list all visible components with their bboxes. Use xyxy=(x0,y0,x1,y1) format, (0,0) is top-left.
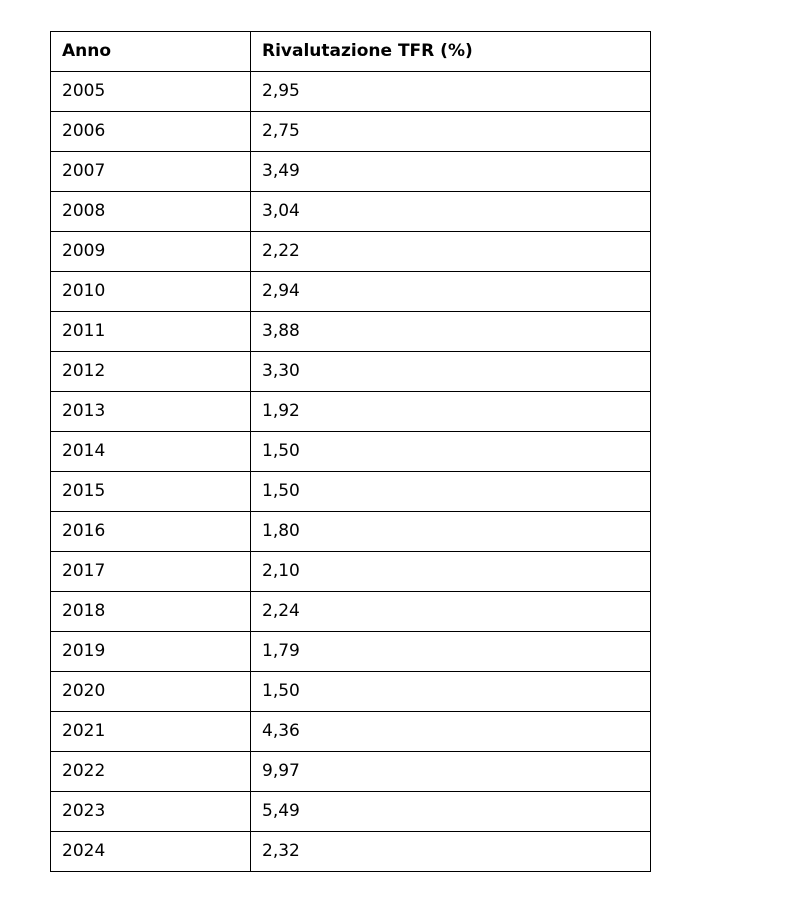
table-row xyxy=(51,352,651,392)
table-row xyxy=(51,392,651,432)
column-header-anno: Anno xyxy=(51,32,251,72)
tfr-value-cell: 5,49 xyxy=(251,792,651,832)
tfr-revaluation-table xyxy=(50,31,651,872)
tfr-value-cell: 2,94 xyxy=(251,272,651,312)
year-cell: 2017 xyxy=(51,552,251,592)
tfr-value-cell: 2,10 xyxy=(251,552,651,592)
tfr-value-cell: 1,79 xyxy=(251,632,651,672)
table-row xyxy=(51,72,651,112)
table-row xyxy=(51,752,651,792)
year-cell: 2008 xyxy=(51,192,251,232)
table-row xyxy=(51,432,651,472)
tfr-value-cell: 1,50 xyxy=(251,472,651,512)
year-cell: 2014 xyxy=(51,432,251,472)
tfr-value-cell: 3,04 xyxy=(251,192,651,232)
year-cell: 2021 xyxy=(51,712,251,752)
year-cell: 2020 xyxy=(51,672,251,712)
year-cell: 2012 xyxy=(51,352,251,392)
table-header xyxy=(51,32,651,72)
table-row xyxy=(51,272,651,312)
year-cell: 2016 xyxy=(51,512,251,552)
year-cell: 2011 xyxy=(51,312,251,352)
table-body xyxy=(51,72,651,872)
tfr-value-cell: 2,24 xyxy=(251,592,651,632)
tfr-value-cell: 2,32 xyxy=(251,832,651,872)
year-cell: 2013 xyxy=(51,392,251,432)
table-row xyxy=(51,192,651,232)
year-cell: 2010 xyxy=(51,272,251,312)
year-cell: 2009 xyxy=(51,232,251,272)
tfr-value-cell: 3,88 xyxy=(251,312,651,352)
tfr-value-cell: 1,50 xyxy=(251,672,651,712)
tfr-value-cell: 1,92 xyxy=(251,392,651,432)
tfr-value-cell: 2,22 xyxy=(251,232,651,272)
table-row xyxy=(51,552,651,592)
tfr-value-cell: 2,95 xyxy=(251,72,651,112)
table-row xyxy=(51,152,651,192)
year-cell: 2024 xyxy=(51,832,251,872)
header-row xyxy=(51,32,651,72)
table-row xyxy=(51,592,651,632)
year-cell: 2007 xyxy=(51,152,251,192)
tfr-value-cell: 3,49 xyxy=(251,152,651,192)
table-row xyxy=(51,832,651,872)
tfr-value-cell: 4,36 xyxy=(251,712,651,752)
table-row xyxy=(51,672,651,712)
year-cell: 2006 xyxy=(51,112,251,152)
year-cell: 2018 xyxy=(51,592,251,632)
tfr-value-cell: 2,75 xyxy=(251,112,651,152)
tfr-value-cell: 3,30 xyxy=(251,352,651,392)
year-cell: 2019 xyxy=(51,632,251,672)
table-row xyxy=(51,232,651,272)
table-row xyxy=(51,632,651,672)
year-cell: 2022 xyxy=(51,752,251,792)
table-row xyxy=(51,112,651,152)
tfr-value-cell: 1,80 xyxy=(251,512,651,552)
table-row xyxy=(51,792,651,832)
year-cell: 2005 xyxy=(51,72,251,112)
table-row xyxy=(51,472,651,512)
table-row xyxy=(51,712,651,752)
year-cell: 2015 xyxy=(51,472,251,512)
tfr-value-cell: 9,97 xyxy=(251,752,651,792)
column-header-rivalutazione-tfr: Rivalutazione TFR (%) xyxy=(251,32,651,72)
year-cell: 2023 xyxy=(51,792,251,832)
table-row xyxy=(51,512,651,552)
table-row xyxy=(51,312,651,352)
tfr-value-cell: 1,50 xyxy=(251,432,651,472)
